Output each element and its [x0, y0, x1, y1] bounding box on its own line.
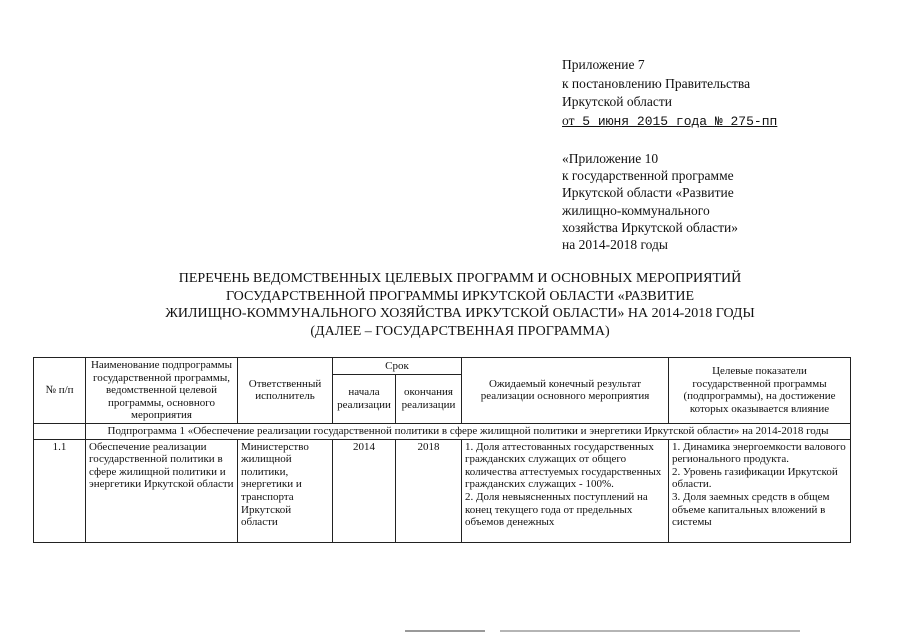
subprogram-row — [34, 423, 851, 439]
appendix-region: Иркутской области — [562, 94, 673, 109]
row-num: 1.1 — [34, 439, 86, 542]
row-start: 2014 — [333, 439, 396, 542]
header-end: окончания реализации — [396, 374, 462, 423]
row-result-content — [465, 441, 665, 541]
result-line: 2. Доля невыясненных поступлений на конец текущего года от предельных объемов денежных — [465, 490, 648, 529]
appendix-resolution: к постановлению Правительства — [562, 75, 751, 91]
row-indicators-content — [672, 441, 847, 541]
header-result: Ожидаемый конечный результат реализации основного мероприятия — [462, 358, 669, 424]
appendix-10-line: «Приложение 10 — [562, 151, 659, 166]
appendix-10-line: хозяйства Иркутской области» — [562, 219, 738, 235]
row-indicators — [669, 439, 851, 542]
row-result — [462, 439, 669, 542]
scan-artifact-line — [500, 630, 800, 632]
document-title — [60, 270, 860, 340]
title-line: ПЕРЕЧЕНЬ ВЕДОМСТВЕННЫХ ЦЕЛЕВЫХ ПРОГРАММ И ОСНОВНЫХ МЕРОПРИЯТИЙ — [178, 271, 742, 286]
header-start: начала реализации — [333, 374, 396, 423]
row-executor: Министерство жилищной политики, энергетики и транспорта Иркутской области — [238, 439, 333, 542]
appendix-10-line: жилищно-коммунального — [562, 202, 710, 218]
title-line: ГОСУДАРСТВЕННОЙ ПРОГРАММЫ ИРКУТСКОЙ ОБЛАСТИ «РАЗВИТИЕ — [225, 288, 695, 304]
appendix-10-line: Иркутской области «Развитие — [562, 185, 734, 201]
indicator-line: 3. Доля заемных средств в общем объеме капитальных вложений в системы — [672, 490, 830, 529]
appendix-10-line: к государственной программе — [562, 168, 734, 184]
table-header-row — [34, 358, 851, 375]
header-num: № п/п — [34, 358, 86, 424]
appendix-10-header — [562, 150, 802, 253]
appendix-from-label: от — [562, 112, 575, 128]
appendix-10-line: на 2014-2018 годы — [562, 237, 668, 253]
appendix-date-number: 5 июня 2015 года № 275-пп — [574, 113, 778, 129]
header-name: Наименование подпрограммы государственной программы, ведомственной целевой программы, основного мероприятия — [86, 358, 238, 424]
indicator-line: 2. Уровень газификации Иркутской области. — [672, 465, 838, 491]
header-term: Срок — [333, 358, 462, 375]
appendix-header — [562, 56, 777, 131]
appendix-number: Приложение 7 — [562, 57, 645, 72]
appendix-date-line — [562, 112, 777, 132]
row-name: Обеспечение реализации государственной политики в сфере жилищной политики и энергетики Иркутской области — [86, 439, 238, 542]
header-indicators: Целевые показатели государственной программы (подпрограммы), на достижение которых оказывается влияние — [669, 358, 851, 424]
subprogram-empty-cell — [34, 423, 86, 439]
scan-artifact-line — [405, 630, 485, 632]
row-end: 2018 — [396, 439, 462, 542]
title-line: ЖИЛИЩНО-КОММУНАЛЬНОГО ХОЗЯЙСТВА ИРКУТСКОЙ ОБЛАСТИ» НА 2014-2018 ГОДЫ — [165, 306, 755, 321]
indicator-line: 1. Динамика энергоемкости валового регионального продукта. — [672, 440, 846, 466]
header-executor: Ответственный исполнитель — [238, 358, 333, 424]
result-line: 1. Доля аттестованных государственных гражданских служащих от общего количества аттестуемых государственных гражданских служащих - 100%. — [465, 440, 662, 491]
table-row — [34, 439, 851, 542]
title-line: (ДАЛЕЕ – ГОСУДАРСТВЕННАЯ ПРОГРАММА) — [310, 323, 610, 339]
subprogram-title: Подпрограмма 1 «Обеспечение реализации государственной политики в сфере жилищной политики и энергетики Иркутской области» на 2014-2018 годы — [86, 423, 851, 439]
programs-table — [33, 357, 851, 543]
